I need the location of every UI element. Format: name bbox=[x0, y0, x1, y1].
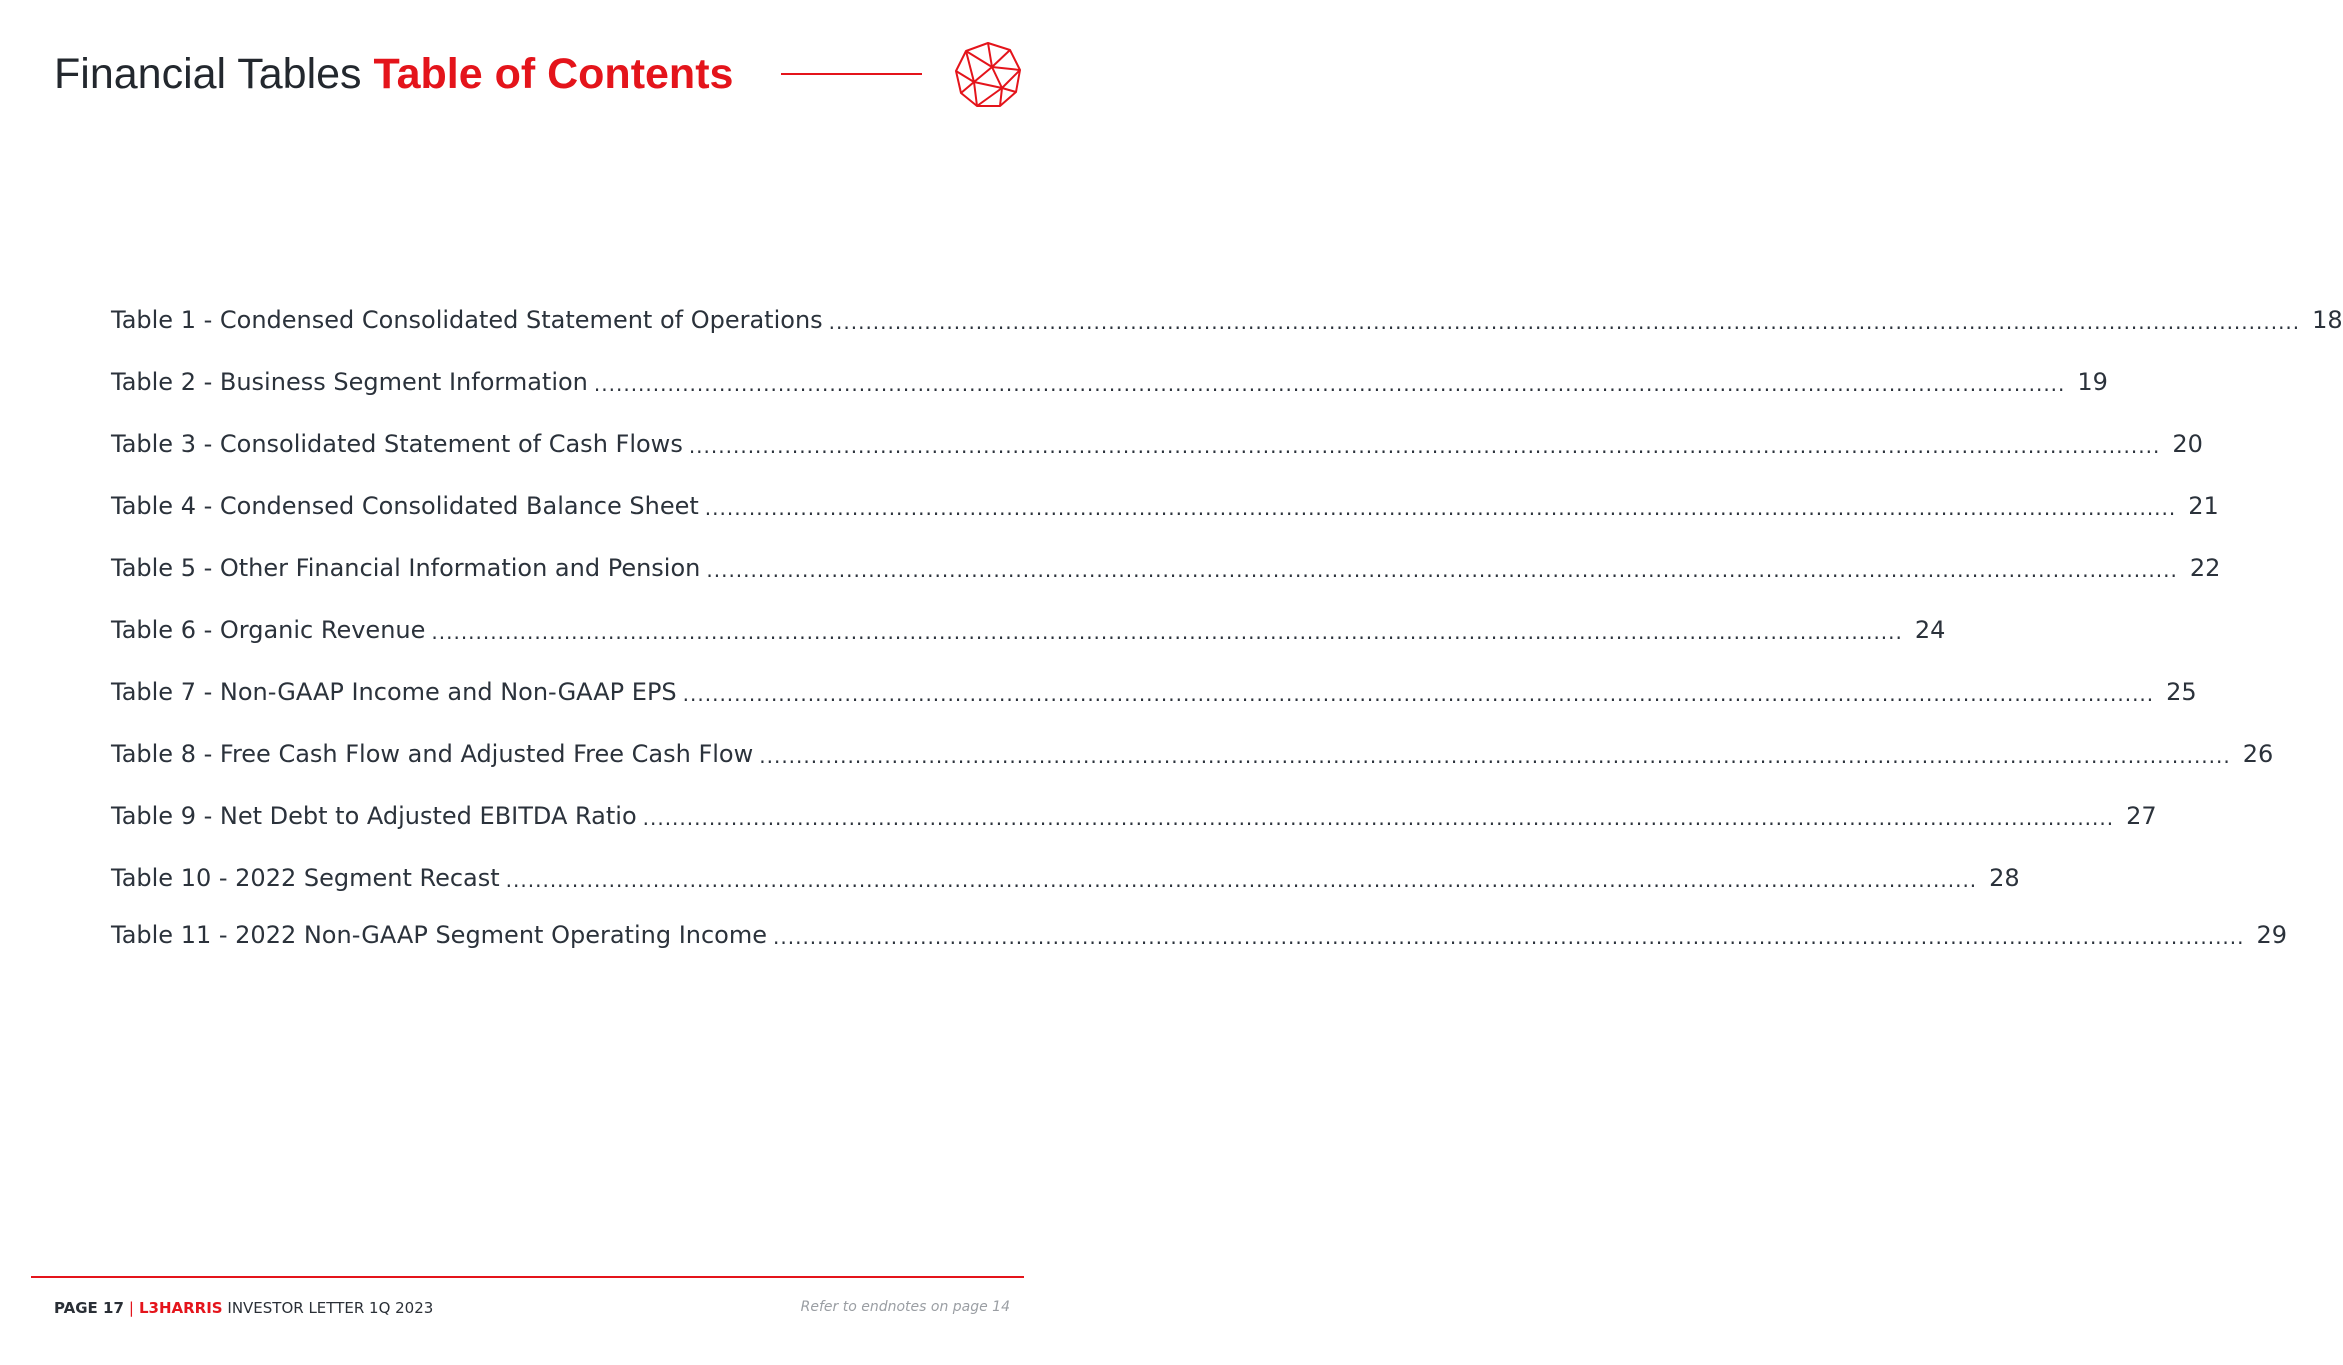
title-divider bbox=[781, 73, 922, 75]
footer-divider bbox=[31, 1276, 1024, 1278]
toc-leader-dots: ........................................................................................................................................................................................................ bbox=[505, 868, 1978, 892]
toc-entry[interactable] bbox=[111, 486, 2219, 526]
footer-doc-title: INVESTOR LETTER 1Q 2023 bbox=[227, 1299, 434, 1317]
toc-leader-dots: ........................................................................................................................................................................................................ bbox=[706, 558, 2178, 582]
toc-entry[interactable] bbox=[111, 362, 2108, 402]
toc-entry[interactable] bbox=[111, 858, 2020, 898]
toc-leader-dots: ........................................................................................................................................................................................................ bbox=[773, 925, 2245, 949]
footer-separator: | bbox=[128, 1299, 134, 1317]
toc-entry-label: Table 9 - Net Debt to Adjusted EBITDA Ratio bbox=[111, 802, 637, 830]
toc-entry-page: 19 bbox=[2077, 368, 2108, 396]
toc-leader-dots: ........................................................................................................................................................................................................ bbox=[759, 744, 2231, 768]
title-accent: Table of Contents bbox=[373, 50, 734, 98]
toc-entry-page: 29 bbox=[2256, 921, 2288, 949]
toc-leader-dots: ........................................................................................................................................................................................................ bbox=[593, 372, 2066, 396]
toc-leader-dots: ........................................................................................................................................................................................................ bbox=[431, 620, 1903, 644]
toc-entry-label: Table 3 - Consolidated Statement of Cash Flows bbox=[111, 430, 683, 458]
toc-entry[interactable] bbox=[111, 548, 2221, 588]
toc-entry-page: 20 bbox=[2172, 430, 2203, 458]
toc-entry-page: 28 bbox=[1989, 864, 2020, 892]
toc-leader-dots: ........................................................................................................................................................................................................ bbox=[828, 310, 2301, 334]
toc-entry-page: 24 bbox=[1914, 616, 1946, 644]
toc-entry[interactable] bbox=[111, 734, 2274, 774]
toc-entry-page: 26 bbox=[2242, 740, 2274, 768]
toc-entry-label: Table 2 - Business Segment Information bbox=[111, 368, 588, 396]
toc-entry[interactable] bbox=[111, 672, 2197, 712]
toc-entry-label: Table 5 - Other Financial Information and Pension bbox=[111, 554, 701, 582]
toc-leader-dots: ........................................................................................................................................................................................................ bbox=[642, 806, 2115, 830]
toc-leader-dots: ........................................................................................................................................................................................................ bbox=[682, 682, 2155, 706]
toc-entry[interactable] bbox=[111, 610, 1946, 650]
toc-leader-dots: ........................................................................................................................................................................................................ bbox=[688, 434, 2161, 458]
toc-entry-label: Table 1 - Condensed Consolidated Statement of Operations bbox=[111, 306, 823, 334]
toc-entry-page: 18 bbox=[2312, 306, 2343, 334]
page-header bbox=[54, 44, 733, 104]
toc-entry[interactable] bbox=[111, 300, 2343, 340]
toc-entry-label: Table 11 - 2022 Non-GAAP Segment Operating Income bbox=[111, 921, 768, 949]
toc-entry-label: Table 4 - Condensed Consolidated Balance Sheet bbox=[111, 492, 699, 520]
footer-brand: L3HARRIS bbox=[138, 1299, 223, 1317]
toc-entry-page: 25 bbox=[2166, 678, 2197, 706]
toc-entry[interactable] bbox=[111, 915, 2288, 955]
toc-entry-page: 22 bbox=[2189, 554, 2221, 582]
toc-entry[interactable] bbox=[111, 796, 2157, 836]
toc-entry-label: Table 8 - Free Cash Flow and Adjusted Free Cash Flow bbox=[111, 740, 754, 768]
toc-entry-label: Table 7 - Non-GAAP Income and Non-GAAP EPS bbox=[111, 678, 677, 706]
page-title bbox=[54, 44, 733, 104]
toc-leader-dots: ........................................................................................................................................................................................................ bbox=[704, 496, 2177, 520]
toc-entry-label: Table 6 - Organic Revenue bbox=[111, 616, 426, 644]
toc-entry-page: 27 bbox=[2126, 802, 2157, 830]
toc-entry-page: 21 bbox=[2188, 492, 2219, 520]
toc-entry-label: Table 10 - 2022 Segment Recast bbox=[111, 864, 500, 892]
faceted-sphere-icon bbox=[953, 40, 1023, 110]
toc-entry[interactable] bbox=[111, 424, 2203, 464]
footer-left bbox=[54, 1299, 433, 1317]
footer-endnote: Refer to endnotes on page 14 bbox=[800, 1299, 1010, 1315]
footer-page-number: PAGE 17 bbox=[54, 1299, 124, 1317]
title-plain: Financial Tables bbox=[54, 50, 362, 98]
